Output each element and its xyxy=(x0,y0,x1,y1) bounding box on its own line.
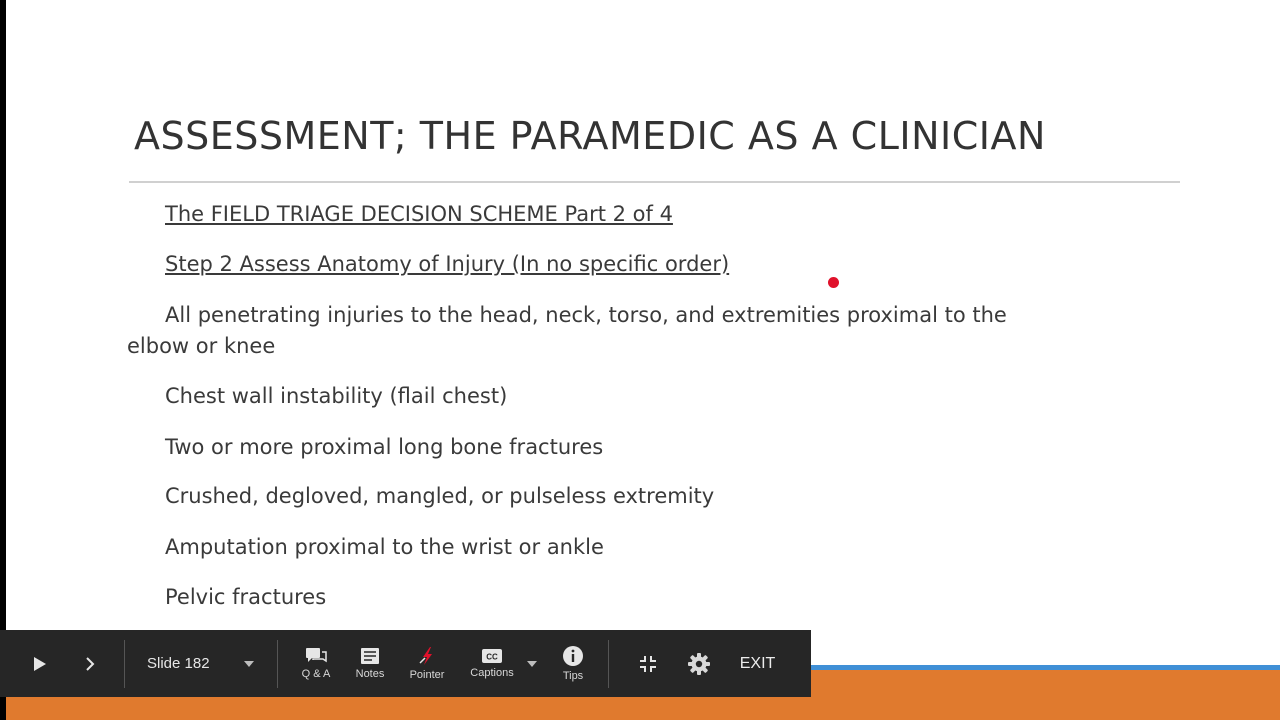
tips-label: Tips xyxy=(562,670,584,682)
chat-bubbles-icon xyxy=(305,647,327,665)
tips-button[interactable] xyxy=(556,630,590,697)
play-button[interactable] xyxy=(24,630,56,697)
notes-icon xyxy=(360,647,380,665)
bullet-penetrating-line1: All penetrating injuries to the head, neck, torso, and extremities proximal to the xyxy=(165,303,1007,327)
gear-icon xyxy=(687,652,711,676)
qa-button[interactable] xyxy=(296,630,336,697)
player-toolbar xyxy=(0,630,811,697)
scheme-heading: The FIELD TRIAGE DECISION SCHEME Part 2 of 4 xyxy=(165,202,673,226)
info-icon xyxy=(562,645,584,667)
step-heading: Step 2 Assess Anatomy of Injury (In no specific order) xyxy=(165,252,730,276)
pointer-label: Pointer xyxy=(409,669,445,681)
bullet-pelvic-fractures: Pelvic fractures xyxy=(165,585,327,609)
exit-fullscreen-button[interactable] xyxy=(632,630,664,697)
bullet-crushed-extremity: Crushed, degloved, mangled, or pulseless extremity xyxy=(165,484,715,508)
chevron-right-icon xyxy=(85,656,95,672)
collapse-icon xyxy=(639,655,657,673)
captions-button[interactable] xyxy=(465,630,519,697)
laser-pointer-dot xyxy=(828,277,839,288)
toolbar-separator xyxy=(608,640,609,688)
slide-canvas xyxy=(6,0,1280,720)
captions-label: Captions xyxy=(470,667,514,679)
pointer-button[interactable] xyxy=(402,630,452,697)
notes-button[interactable] xyxy=(350,630,390,697)
title-divider xyxy=(129,181,1180,183)
closed-captions-icon xyxy=(481,648,503,664)
bullet-chest-wall: Chest wall instability (flail chest) xyxy=(165,384,508,408)
bullet-long-bone-fractures: Two or more proximal long bone fractures xyxy=(165,435,604,459)
slide-selector[interactable] xyxy=(130,630,270,697)
bullet-amputation: Amputation proximal to the wrist or ankle xyxy=(165,535,604,559)
play-icon xyxy=(33,656,47,672)
captions-options-button[interactable] xyxy=(524,630,540,697)
slide-title: ASSESSMENT; THE PARAMEDIC AS A CLINICIAN xyxy=(134,114,1046,158)
bullet-penetrating-line2: elbow or knee xyxy=(127,334,276,358)
settings-button[interactable] xyxy=(684,630,714,697)
toolbar-separator xyxy=(277,640,278,688)
svg-text:CC: CC xyxy=(486,652,498,662)
caret-down-icon xyxy=(243,660,255,668)
exit-button[interactable]: EXIT xyxy=(739,654,776,672)
laser-pointer-icon xyxy=(417,646,437,666)
notes-label: Notes xyxy=(355,668,385,680)
caret-down-icon xyxy=(526,660,538,668)
toolbar-separator xyxy=(124,640,125,688)
slide-number: Slide 182 xyxy=(147,655,210,672)
next-slide-button[interactable] xyxy=(74,630,106,697)
qa-label: Q & A xyxy=(301,668,331,680)
